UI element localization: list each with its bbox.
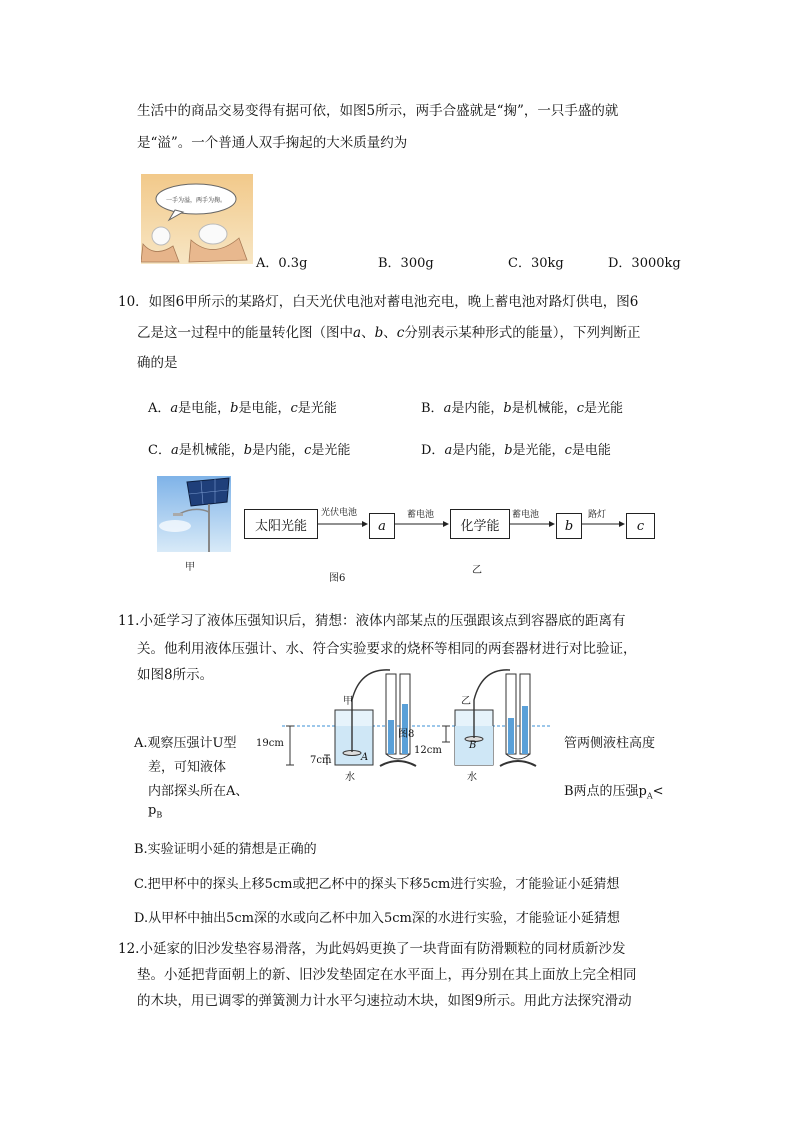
arrow-label-pv: 光伏电池 — [321, 508, 358, 518]
q9-option-d: D．3000kg — [608, 256, 681, 271]
q10-option-a: A．a是电能，b是电能，c是光能 — [148, 401, 337, 416]
q10-line1: 10．如图6甲所示的某路灯，白天光伏电池对蓄电池充电，晚上蓄电池对路灯供电，图6 — [118, 294, 639, 310]
figure8-caption: 图8 — [398, 729, 415, 740]
q11-line1: 11.小延学习了液体压强知识后，猜想：液体内部某点的压强跟该点到容器底的距离有 — [118, 613, 626, 629]
energy-box-b: b — [556, 513, 582, 539]
point-b-label: B — [469, 740, 477, 751]
energy-box-solar: 太阳光能 — [244, 509, 318, 539]
q11-optA-line1: A.观察压强计U型 — [134, 736, 237, 751]
q11-option-b: B.实验证明小延的猜想是正确的 — [134, 842, 317, 857]
figure6-label-jia: 甲 — [185, 562, 195, 573]
arrow-label-battery-2: 蓄电池 — [512, 510, 540, 520]
q12-line1: 12.小延家的旧沙发垫容易滑落，为此妈妈更换了一块背面有防滑颗粒的同材质新沙发 — [118, 941, 626, 957]
beaker-label-yi: 乙 — [461, 696, 471, 707]
height-19cm: 19cm — [256, 738, 284, 749]
energy-box-c: c — [626, 513, 655, 539]
point-a-label: A — [361, 752, 369, 763]
q11-line2: 关。他利用液体压强计、水、符合实验要求的烧杯等相同的两套器材进行对比验证， — [137, 641, 637, 657]
q9-option-a: A．0.3g — [256, 256, 308, 271]
q10-option-b: B．a是内能，b是机械能，c是光能 — [421, 401, 623, 416]
q11-option-d: D.从甲杯中抽出5cm深的水或向乙杯中加入5cm深的水进行实验，才能验证小延猜想 — [134, 911, 620, 926]
q10-line2: 乙是这一过程中的能量转化图（图中a、b、c分别表示某种形式的能量），下列判断正 — [137, 325, 641, 341]
q11-optA-line3: 内部探头所在A、 — [148, 784, 249, 799]
q11-line3: 如图8所示。 — [137, 667, 214, 683]
height-7cm: 7cm — [310, 755, 332, 766]
speech-bubble-text: 一手为溢，两手为掬。 — [165, 197, 227, 204]
height-12cm: 12cm — [414, 745, 442, 756]
arrow-label-lamp: 路灯 — [588, 510, 607, 520]
q11-optA-right3: B两点的压强$p_A<$ — [564, 784, 664, 801]
q9-line1: 生活中的商品交易变得有据可依，如图5所示，两手合盛就是“掬”，一只手盛的就 — [137, 103, 619, 119]
q10-line3: 确的是 — [137, 355, 178, 371]
water-label-1: 水 — [345, 772, 355, 783]
q9-line2: 是“溢”。一个普通人双手掬起的大米质量约为 — [137, 135, 408, 151]
q11-optA-line4: $p_B$ — [148, 803, 163, 820]
q11-optA-right1: 管两侧液柱高度 — [564, 736, 656, 751]
q10-option-c: C．a是机械能，b是内能，c是光能 — [148, 443, 351, 458]
beaker-label-jia: 甲 — [343, 696, 353, 707]
q9-option-b: B．300g — [378, 256, 434, 271]
energy-box-a: a — [369, 513, 395, 539]
q12-line2: 垫。小延把背面朝上的新、旧沙发垫固定在水平面上，再分别在其上面放上完全相同 — [137, 967, 637, 983]
q10-option-d: D．a是内能，b是光能，c是电能 — [421, 443, 611, 458]
q11-optA-line2: 差，可知液体 — [148, 760, 227, 775]
water-label-2: 水 — [467, 772, 477, 783]
pressure-apparatus-figure — [250, 660, 560, 780]
arrow-label-battery-1: 蓄电池 — [407, 510, 435, 520]
q11-option-c: C.把甲杯中的探头上移5cm或把乙杯中的探头下移5cm进行实验，才能验证小延猜想 — [134, 877, 620, 892]
energy-box-chemical: 化学能 — [450, 509, 510, 539]
q9-option-c: C．30kg — [508, 256, 564, 271]
q12-line3: 的木块，用已调零的弹簧测力计水平匀速拉动木块，如图9所示。用此方法探究滑动 — [137, 993, 632, 1009]
figure6-caption: 图6 — [329, 573, 346, 584]
figure6-label-yi: 乙 — [472, 565, 482, 576]
